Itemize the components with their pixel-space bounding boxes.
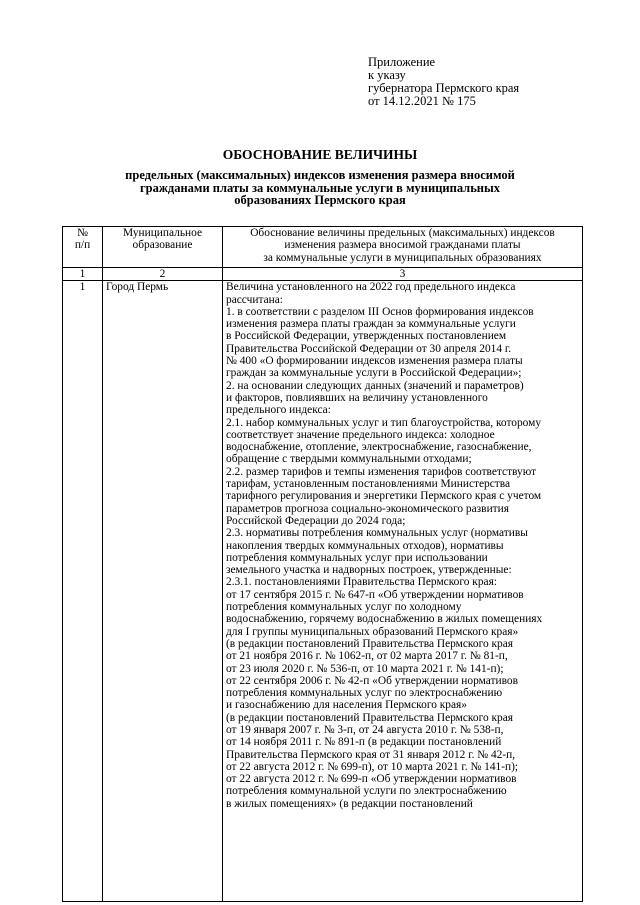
column-number: 3 <box>223 268 583 281</box>
justification-line: от 22 августа 2012 г. № 699-п «Об утверждении нормативов <box>226 773 517 786</box>
justification-line: 2. на основании следующих данных (значений и параметров) <box>226 379 524 392</box>
column-number-row <box>63 268 583 281</box>
subtitle-line: образованиях Пермского края <box>234 193 406 207</box>
column-number: 2 <box>103 268 223 281</box>
appendix-line: Приложение <box>368 55 436 69</box>
justification-text <box>226 281 579 810</box>
row-justification <box>223 281 583 902</box>
justification-line: от 17 сентября 2015 г. № 647-п «Об утверждении нормативов <box>226 588 524 601</box>
justification-line: параметров прогноза социально-экономического развития <box>226 502 509 515</box>
header-justification: Обоснование величины предельных (максимальных) индексов изменения размера вносимой гражданами платы за коммунальные услуги в муниципальных образованиях <box>223 227 583 268</box>
justification-line: тарифного регулирования и энергетики Пермского края с учетом <box>226 490 542 503</box>
header-municipality: Муниципальное образование <box>103 227 223 268</box>
justification-line: для I группы муниципальных образований Пермского края» <box>226 625 519 638</box>
justification-line: 2.1. набор коммунальных услуг и тип благоустройства, которому <box>226 416 542 429</box>
justification-line: потребления коммунальных услуг при использовании <box>226 551 488 564</box>
justification-line: и факторов, повлиявших на величину установленного <box>226 391 488 404</box>
justification-line: потребления коммунальных услуг по холодному <box>226 601 462 614</box>
justification-line: Российской Федерации до 2024 года; <box>226 514 406 527</box>
justification-line: 2.3.1. постановлениями Правительства Пермского края: <box>226 576 497 589</box>
justification-line: Правительства Пермского края от 31 января 2012 г. № 42-п, <box>226 748 516 761</box>
justification-line: Величина установленного на 2022 год предельного индекса <box>226 281 516 294</box>
justification-line: потребления коммунальных услуг по электроснабжению <box>226 687 503 700</box>
justification-line: от 22 сентября 2006 г. № 42-п «Об утверждении нормативов <box>226 674 518 687</box>
justification-line: 2.2. размер тарифов и темпы изменения тарифов соответствуют <box>226 465 537 478</box>
justification-line: от 22 августа 2012 г. № 699-п), от 10 марта 2021 г. № 141-п); <box>226 760 519 773</box>
justification-table <box>62 226 583 902</box>
subtitle-line: предельных (максимальных) индексов изменения размера вносимой <box>125 168 515 182</box>
justification-line: от 23 июля 2020 г. № 536-п, от 10 марта 2021 г. № 141-п); <box>226 662 504 675</box>
justification-line: изменения размера платы граждан за коммунальные услуги <box>226 318 516 331</box>
justification-line: № 400 «О формировании индексов изменения размера платы <box>226 355 523 368</box>
column-number: 1 <box>63 268 103 281</box>
justification-line: в жилых помещениях» (в редакции постановлений <box>226 797 473 810</box>
subtitle-line: гражданами платы за коммунальные услуги в муниципальных <box>139 180 501 195</box>
justification-line: рассчитана: <box>226 293 283 306</box>
justification-line: обращение с твердыми коммунальными отходами; <box>226 453 472 466</box>
justification-line: (в редакции постановлений Правительства Пермского края <box>226 711 514 724</box>
justification-line: тарифам, установленным постановлениями Министерства <box>226 478 511 491</box>
justification-line: потребления коммунальной услуги по электроснабжению <box>226 785 507 798</box>
table-row <box>63 281 583 902</box>
justification-line: Правительства Российской Федерации от 30 апреля 2014 г. <box>226 342 512 355</box>
justification-line: водоснабжению, горячему водоснабжению в жилых помещениях <box>226 613 543 626</box>
appendix-line: от 14.12.2021 № 175 <box>368 94 476 108</box>
justification-line: водоснабжение, отопление, электроснабжение, газоснабжение, <box>226 441 532 454</box>
header-number: № п/п <box>63 227 103 268</box>
row-number: 1 <box>63 281 103 902</box>
justification-line: граждан за коммунальные услуги в Российской Федерации»; <box>226 367 522 380</box>
justification-line: 1. в соответствии с разделом III Основ формирования индексов <box>226 305 534 318</box>
justification-line: предельного индекса: <box>226 404 331 417</box>
justification-line: и газоснабжению для населения Пермского края» <box>226 699 467 712</box>
justification-line: 2.3. нормативы потребления коммунальных услуг (нормативы <box>226 527 528 540</box>
document-subtitle <box>100 169 540 207</box>
appendix-block <box>368 56 519 108</box>
document-title: ОБОСНОВАНИЕ ВЕЛИЧИНЫ <box>222 147 418 162</box>
table-header-row <box>63 227 583 268</box>
justification-line: от 21 ноября 2016 г. № 1062-п, от 02 марта 2017 г. № 81-п, <box>226 650 508 663</box>
justification-line: соответствует значение предельного индекса: холодное <box>226 428 495 441</box>
justification-line: от 19 января 2007 г. № 3-п, от 24 августа 2010 г. № 538-п, <box>226 723 504 736</box>
justification-line: земельного участка и надворных построек, утвержденные: <box>226 564 512 577</box>
justification-line: накопления твердых коммунальных отходов), нормативы <box>226 539 504 552</box>
justification-line: в Российской Федерации, утвержденных постановлением <box>226 330 507 343</box>
row-municipality: Город Пермь <box>103 281 223 902</box>
justification-line: от 14 ноября 2011 г. № 891-п (в редакции постановлений <box>226 736 502 749</box>
justification-line: (в редакции постановлений Правительства Пермского края <box>226 637 514 650</box>
appendix-line: губернатора Пермского края <box>368 81 520 95</box>
appendix-line: к указу <box>368 68 406 82</box>
